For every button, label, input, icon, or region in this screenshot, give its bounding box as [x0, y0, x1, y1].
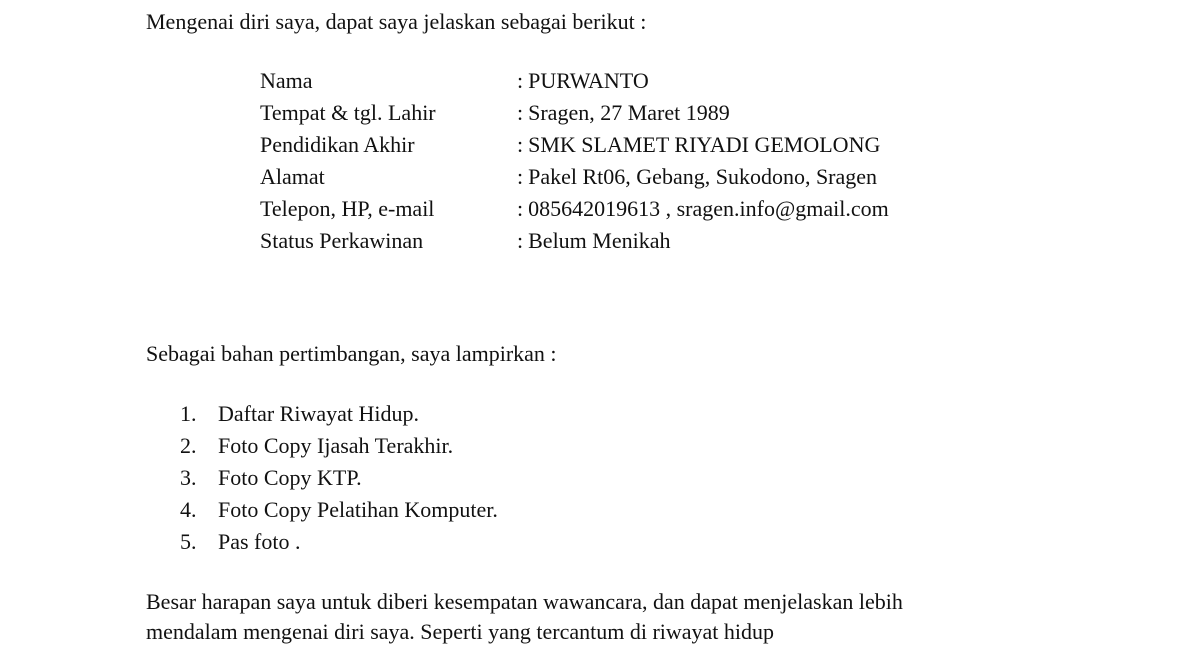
- bio-value: [517, 65, 649, 97]
- closing-paragraph-line-2: mendalam mengenai diri saya. Seperti yang tercantum di riwayat hidup: [146, 619, 775, 644]
- bio-value-text: Pakel Rt06, Gebang, Sukodono, Sragen: [528, 164, 878, 189]
- list-number: 2.: [180, 433, 197, 458]
- bio-label: Telepon, HP, e-mail: [260, 196, 435, 221]
- bio-colon: :: [517, 196, 524, 221]
- bio-colon: :: [517, 100, 524, 125]
- list-text: Foto Copy KTP.: [218, 465, 362, 490]
- bio-label: Tempat & tgl. Lahir: [260, 100, 436, 125]
- bio-value: [517, 97, 730, 129]
- list-number: 5.: [180, 529, 197, 554]
- bio-value: [517, 161, 877, 193]
- bio-value-text: SMK SLAMET RIYADI GEMOLONG: [528, 132, 881, 157]
- bio-label: Alamat: [260, 164, 325, 189]
- bio-value-text: Sragen, 27 Maret 1989: [528, 100, 730, 125]
- list-number: 3.: [180, 465, 197, 490]
- bio-value-text: PURWANTO: [528, 68, 649, 93]
- bio-value-text: Belum Menikah: [528, 228, 671, 253]
- attachments-intro: Sebagai bahan pertimbangan, saya lampirkan :: [146, 341, 557, 366]
- bio-colon: :: [517, 228, 524, 253]
- bio-colon: :: [517, 164, 524, 189]
- list-number: 1.: [180, 401, 197, 426]
- intro-paragraph: Mengenai diri saya, dapat saya jelaskan sebagai berikut :: [146, 9, 647, 34]
- bio-label: Nama: [260, 68, 313, 93]
- list-text: Foto Copy Pelatihan Komputer.: [218, 497, 498, 522]
- list-text: Foto Copy Ijasah Terakhir.: [218, 433, 454, 458]
- bio-value: [517, 225, 671, 257]
- bio-label: Status Perkawinan: [260, 228, 424, 253]
- list-text: Daftar Riwayat Hidup.: [218, 401, 419, 426]
- bio-colon: :: [517, 68, 524, 93]
- bio-label: Pendidikan Akhir: [260, 132, 415, 157]
- list-text: Pas foto .: [218, 529, 301, 554]
- bio-value: [517, 129, 880, 161]
- bio-colon: :: [517, 132, 524, 157]
- bio-value: [517, 193, 889, 225]
- bio-value-text: 085642019613 , sragen.info@gmail.com: [528, 196, 889, 221]
- list-number: 4.: [180, 497, 197, 522]
- closing-paragraph-line-1: Besar harapan saya untuk diberi kesempatan wawancara, dan dapat menjelaskan lebih: [146, 589, 903, 614]
